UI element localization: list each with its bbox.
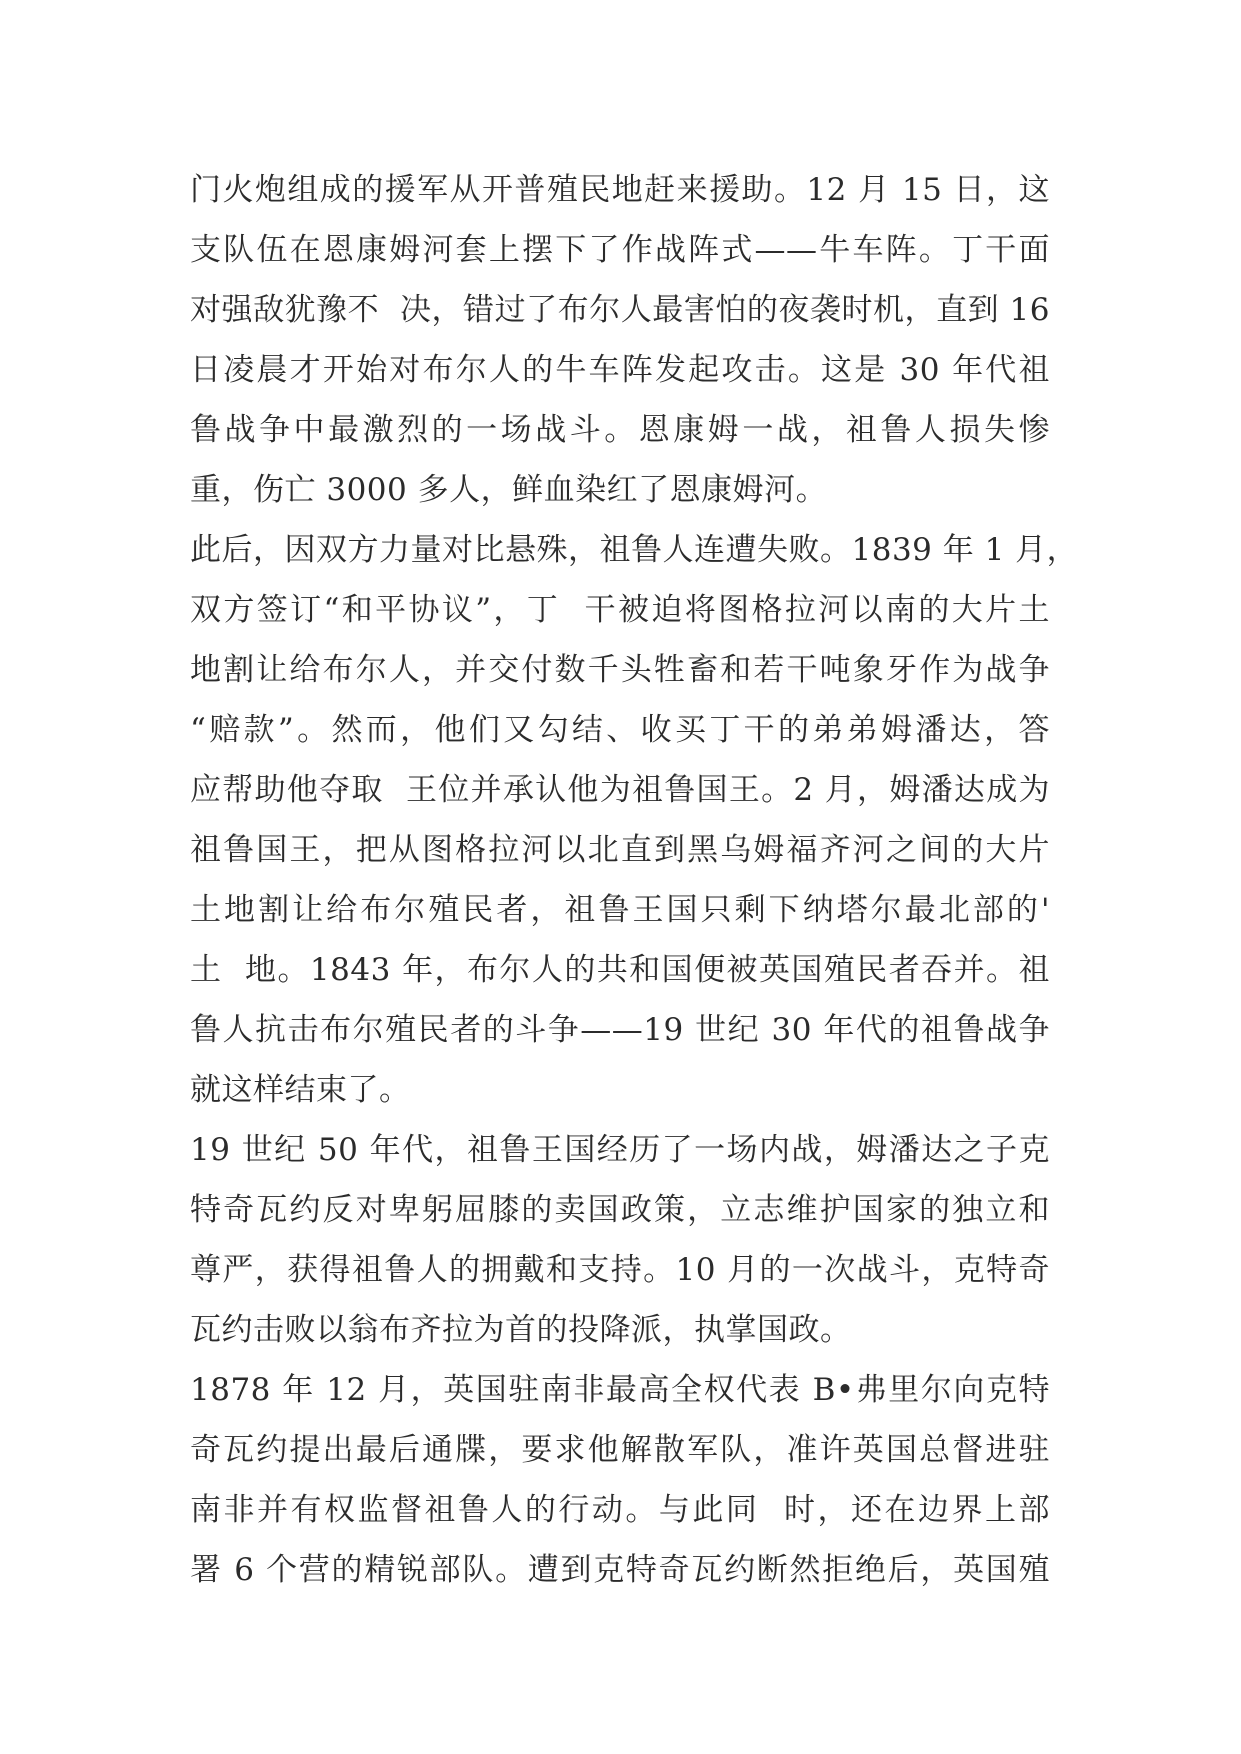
- text-line: 应帮助他夺取 王位并承认他为祖鲁国王。2 月，姆潘达成为: [190, 772, 1050, 808]
- text-line: 奇瓦约提出最后通牒，要求他解散军队，准许英国总督进驻: [190, 1432, 1050, 1468]
- text-line: 特奇瓦约反对卑躬屈膝的卖国政策，立志维护国家的独立和: [190, 1192, 1050, 1228]
- text-line: 署 6 个营的精锐部队。遭到克特奇瓦约断然拒绝后，英国殖: [190, 1552, 1050, 1588]
- text-line: 南非并有权监督祖鲁人的行动。与此同 时，还在边界上部: [190, 1492, 1050, 1528]
- text-line: 19 世纪 50 年代，祖鲁王国经历了一场内战，姆潘达之子克: [190, 1132, 1050, 1168]
- text-line: 1878 年 12 月，英国驻南非最高全权代表 B•弗里尔向克特: [190, 1372, 1050, 1408]
- text-line: 对强敌犹豫不 决，错过了布尔人最害怕的夜袭时机，直到 16: [190, 292, 1050, 328]
- text-line: 日凌晨才开始对布尔人的牛车阵发起攻击。这是 30 年代祖: [190, 352, 1050, 388]
- text-line: 土地割让给布尔殖民者，祖鲁王国只剩下纳塔尔最北部的': [190, 892, 1050, 928]
- text-line: 此后，因双方力量对比悬殊，祖鲁人连遭失败。1839 年 1 月，: [190, 532, 1079, 568]
- text-line: 瓦约击败以翁布齐拉为首的投降派，执掌国政。: [190, 1312, 852, 1348]
- text-line: 双方签订“和平协议”，丁 干被迫将图格拉河以南的大片土: [190, 592, 1050, 628]
- text-line: 尊严，获得祖鲁人的拥戴和支持。10 月的一次战斗，克特奇: [190, 1252, 1050, 1288]
- text-line: 就这样结束了。: [190, 1072, 411, 1108]
- text-line: 地割让给布尔人，并交付数千头牲畜和若干吨象牙作为战争: [190, 652, 1050, 688]
- text-line: 鲁人抗击布尔殖民者的斗争——19 世纪 30 年代的祖鲁战争: [190, 1012, 1050, 1048]
- text-line: 支队伍在恩康姆河套上摆下了作战阵式——牛车阵。丁干面: [190, 232, 1050, 268]
- text-line: 鲁战争中最激烈的一场战斗。恩康姆一战，祖鲁人损失惨: [190, 412, 1050, 448]
- text-line: 重，伤亡 3000 多人，鲜血染红了恩康姆河。: [190, 472, 828, 508]
- text-line: 祖鲁国王，把从图格拉河以北直到黑乌姆福齐河之间的大片: [190, 832, 1050, 868]
- text-line: 门火炮组成的援军从开普殖民地赶来援助。12 月 15 日，这: [190, 172, 1050, 208]
- text-line: 土 地。1843 年，布尔人的共和国便被英国殖民者吞并。祖: [190, 952, 1050, 988]
- body-text: [190, 160, 1079, 1600]
- text-line: “赔款”。然而，他们又勾结、收买丁干的弟弟姆潘达，答: [190, 712, 1050, 748]
